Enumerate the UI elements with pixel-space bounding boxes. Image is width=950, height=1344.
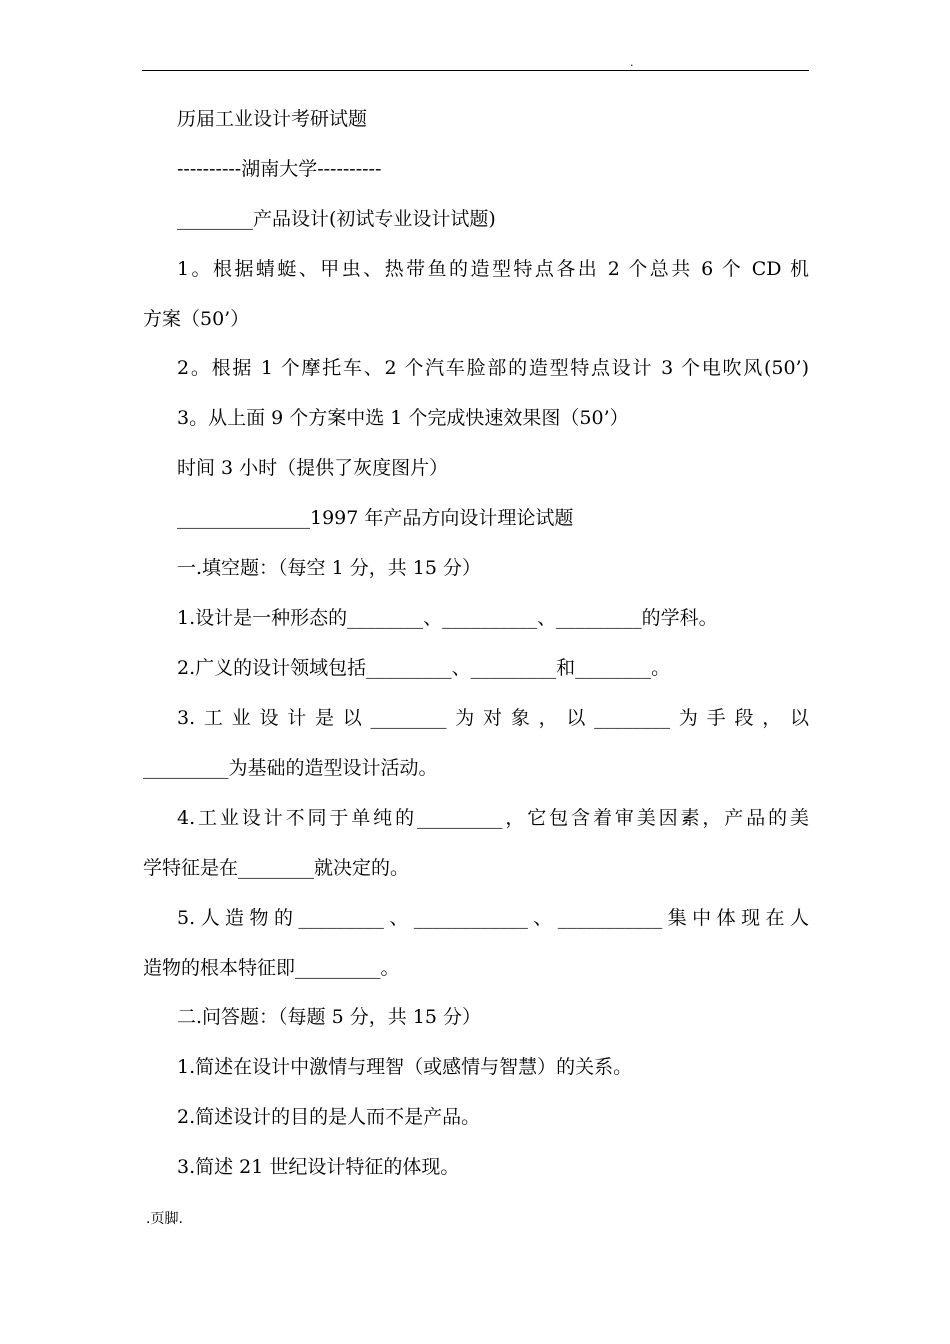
question-2: 2。根据 1 个摩托车、2 个汽车脸部的造型特点设计 3 个电吹风(50’) xyxy=(177,357,809,379)
section-heading-product-design: ________产品设计(初试专业设计试题) xyxy=(177,208,496,230)
essay-question-1: 1.简述在设计中激情与理智（或感情与智慧）的关系。 xyxy=(177,1056,633,1078)
header-rule xyxy=(142,70,809,71)
doc-title: 历届工业设计考研试题 xyxy=(177,108,368,130)
essay-question-3: 3.简述 21 世纪设计特征的体现。 xyxy=(177,1156,460,1178)
part-1-heading: 一.填空题：（每空 1 分，共 15 分） xyxy=(177,557,481,579)
fill-blank-5-line-2: 造物的根本特征即_________。 xyxy=(143,957,400,979)
school-heading: ----------湖南大学---------- xyxy=(177,158,382,180)
fill-blank-4-line-1: 4.工业设计不同于单纯的_________，它包含着审美因素，产品的美 xyxy=(177,807,809,829)
question-1-line-1: 1。根据蜻蜓、甲虫、热带鱼的造型特点各出 2 个总共 6 个 CD 机 xyxy=(177,258,809,280)
part-2-heading: 二.问答题：（每题 5 分，共 15 分） xyxy=(177,1006,481,1028)
question-3: 3。从上面 9 个方案中选 1 个完成快速效果图（50’） xyxy=(177,407,629,429)
header-mark: . xyxy=(630,56,634,69)
page-footer: .页脚. xyxy=(146,1211,183,1227)
fill-blank-4-line-2: 学特征是在________就决定的。 xyxy=(143,857,410,879)
fill-blank-2: 2.广义的设计领域包括_________、_________和________。 xyxy=(177,657,671,679)
fill-blank-3-line-2: _________为基础的造型设计活动。 xyxy=(143,757,438,779)
fill-blank-5-line-1: 5.人造物的_________、____________、___________集中体现在人 xyxy=(177,907,809,929)
time-note: 时间 3 小时（提供了灰度图片） xyxy=(177,457,449,479)
fill-blank-1: 1.设计是一种形态的________、__________、_________的学科。 xyxy=(177,607,718,629)
section-heading-1997-theory: ______________1997 年产品方向设计理论试题 xyxy=(177,507,574,529)
question-1-line-2: 方案（50’） xyxy=(143,308,250,330)
essay-question-2: 2.简述设计的目的是人而不是产品。 xyxy=(177,1106,481,1128)
fill-blank-3-line-1: 3.工业设计是以________为对象，以________为手段，以 xyxy=(177,707,809,729)
